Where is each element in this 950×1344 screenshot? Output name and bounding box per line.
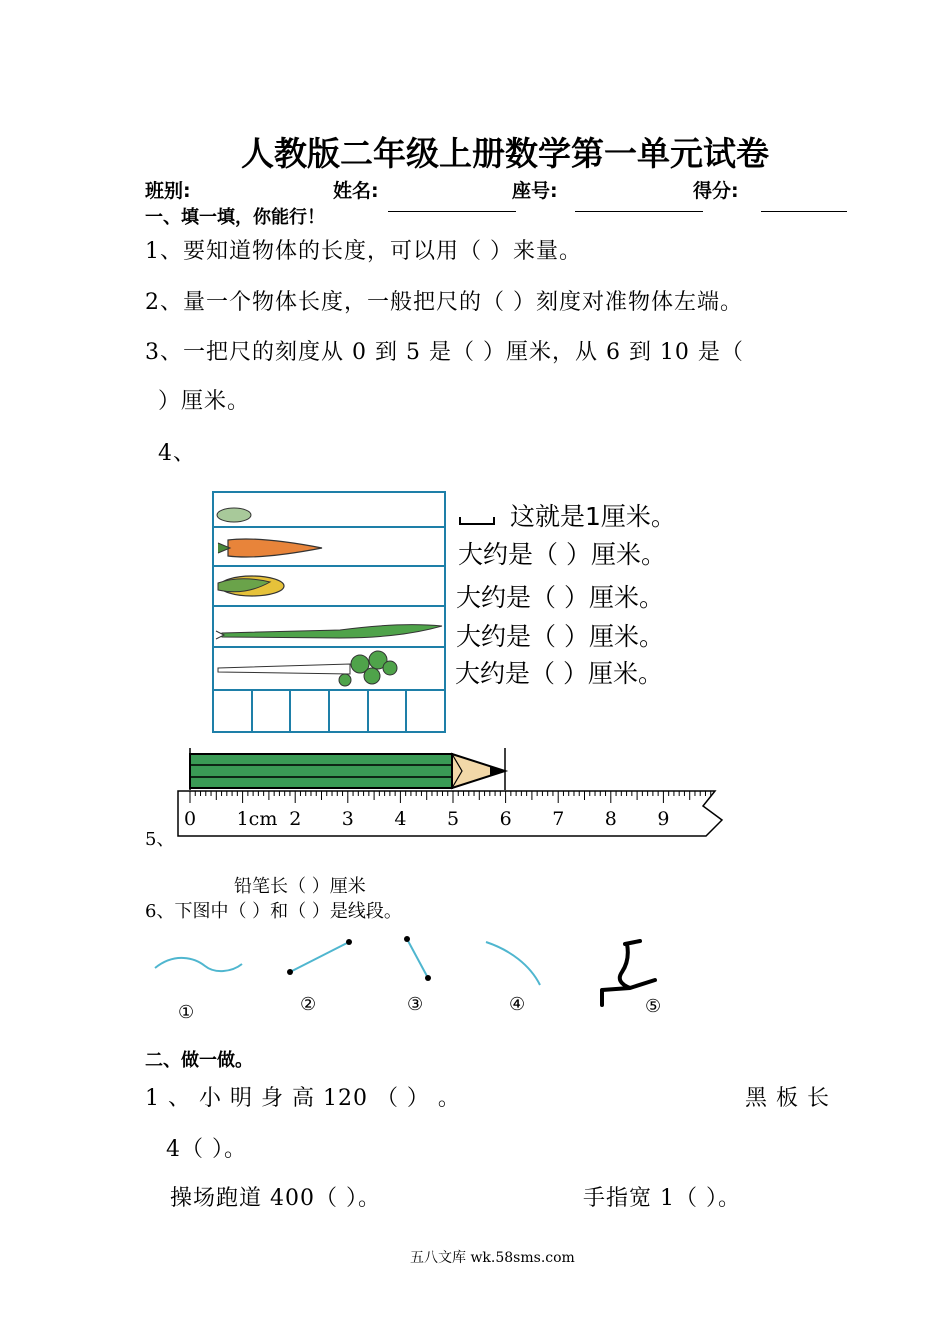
- ruler-tick-label: 6: [499, 808, 512, 830]
- question-2-1-finger: 手指宽 1（ ）。: [583, 1186, 741, 1211]
- veg-row-2-text: 大约是（ ）厘米。: [458, 540, 666, 569]
- figure-label-3: ③: [407, 994, 424, 1015]
- question-2-1-track: 操场跑道 400（ ）。: [170, 1186, 381, 1211]
- question-2-1-line1: 1 、 小 明 身 高 120 （ ） 。: [145, 1086, 461, 1111]
- pencil-length-answer: 铅笔长（ ）厘米: [234, 876, 366, 897]
- figure-label-4: ④: [509, 994, 526, 1015]
- seat-label: 座号:: [512, 180, 558, 202]
- question-1-5-label: 5、: [145, 829, 175, 850]
- arc-figure-4: [486, 942, 540, 985]
- page-title: 人教版二年级上册数学第一单元试卷: [241, 134, 769, 173]
- veg-row-4-text: 大约是（ ）厘米。: [456, 622, 664, 651]
- question-1-2: 2、量一个物体长度，一般把尺的（ ）刻度对准物体左端。: [145, 290, 743, 315]
- figure-label-5: ⑤: [645, 996, 662, 1017]
- figure-label-2: ②: [300, 994, 317, 1015]
- question-1-1: 1、要知道物体的长度，可以用（ ）来量。: [145, 239, 582, 264]
- question-1-4-label: 4、: [158, 441, 196, 466]
- question-2-1-blackboard: 黑 板 长: [745, 1086, 830, 1111]
- segment-figure-2: [287, 939, 352, 975]
- ruler-tick-label: 2: [289, 808, 302, 830]
- segment-figure-3: [404, 936, 431, 981]
- ruler-tick-label: 9: [657, 808, 670, 830]
- ruler-tick-label: 3: [341, 808, 354, 830]
- question-1-3-line2: ）厘米。: [158, 389, 251, 414]
- curve-figure-1: [155, 958, 242, 971]
- ruler-tick-label: 5: [447, 808, 460, 830]
- ruler-tick-label: 0: [184, 808, 197, 830]
- section2-heading: 二、做一做。: [145, 1050, 253, 1071]
- ruler-tick-label: 4: [394, 808, 407, 830]
- name-label: 姓名:: [333, 180, 379, 202]
- ruler-tick-label: 1cm: [236, 808, 278, 830]
- question-2-1-line2: 4（ ）。: [166, 1137, 247, 1162]
- footer-source: 五八文库 wk.58sms.com: [410, 1250, 575, 1266]
- figure-label-1: ①: [178, 1002, 195, 1023]
- ruler-tick-label: 7: [552, 808, 565, 830]
- score-label: 得分:: [693, 180, 739, 202]
- ruler-tick-label: 8: [604, 808, 617, 830]
- veg-row-1-text: 这就是1厘米。: [510, 502, 676, 531]
- section1-heading: 一、填一填，你能行！: [145, 207, 325, 228]
- question-1-6: 6、下图中（ ）和（ ）是线段。: [145, 901, 402, 922]
- question-1-3-line1: 3、一把尺的刻度从 0 到 5 是（ ）厘米，从 6 到 10 是（: [145, 340, 744, 365]
- veg-row-3-text: 大约是（ ）厘米。: [456, 583, 664, 612]
- veg-row-5-text: 大约是（ ）厘米。: [455, 659, 663, 688]
- class-label: 班别:: [145, 180, 191, 202]
